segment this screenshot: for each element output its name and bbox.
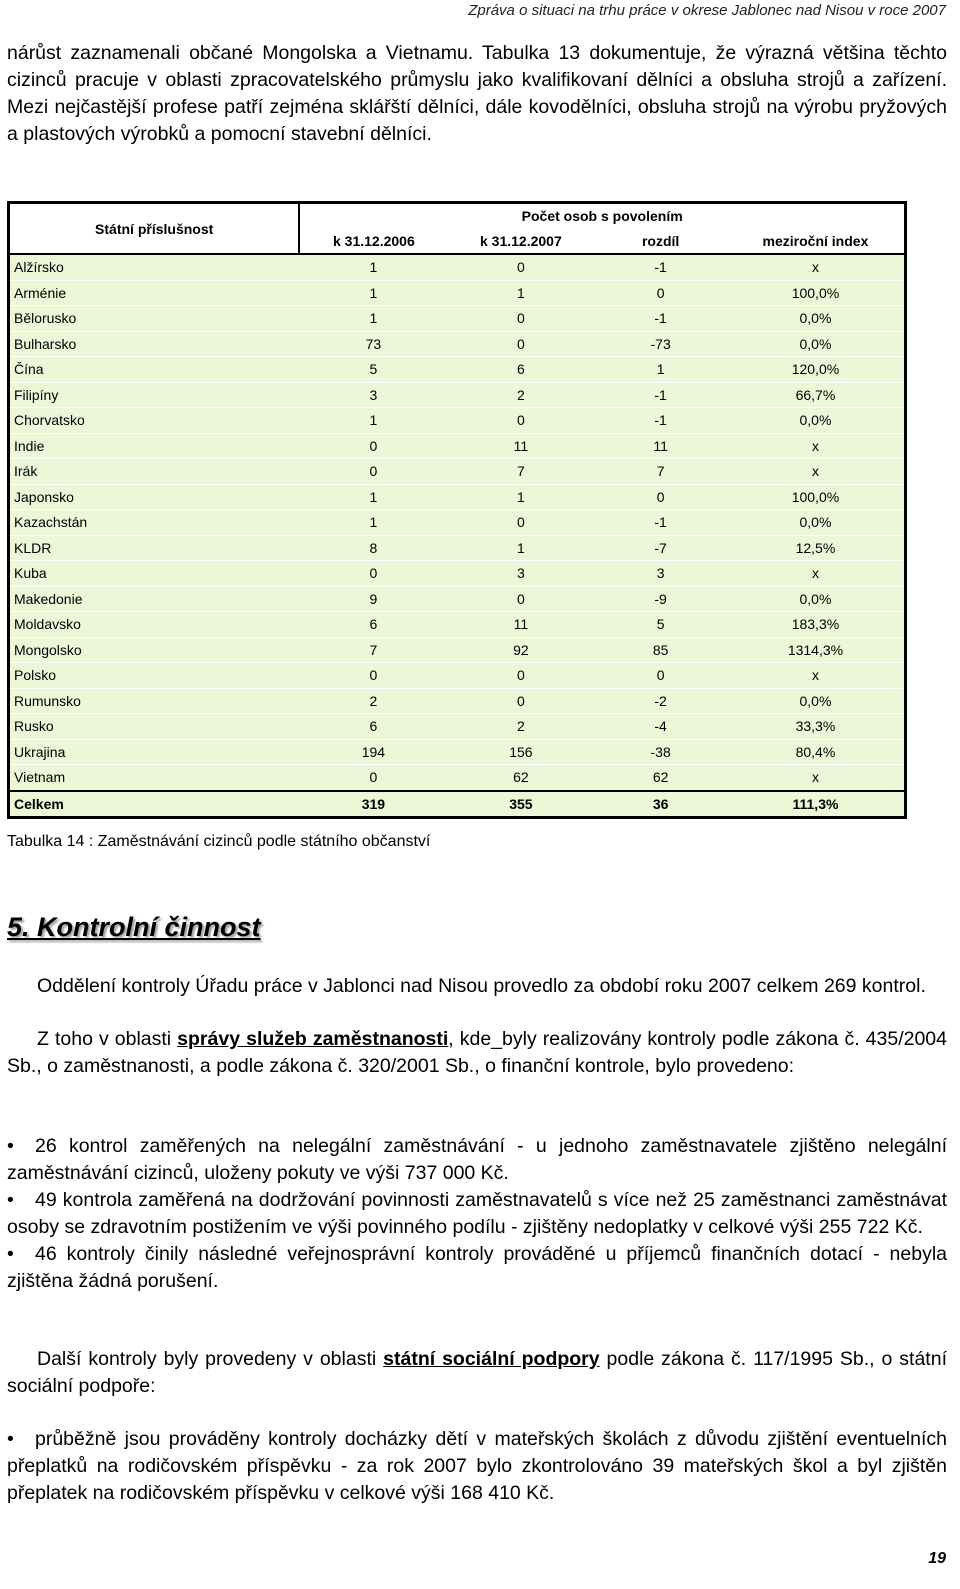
country-cell: Rusko [9,714,300,740]
count-2006-cell: 0 [299,663,447,689]
count-2006-cell: 0 [299,433,447,459]
count-2006-cell: 3 [299,382,447,408]
bullet-list-1 [7,1133,947,1295]
table-row [9,561,906,587]
difference-cell: 11 [594,433,727,459]
bullet-icon: • [7,1189,14,1211]
difference-cell: -2 [594,688,727,714]
country-cell: Bulharsko [9,331,300,357]
intro-paragraph: nárůst zaznamenali občané Mongolska a Vietnamu. Tabulka 13 dokumentuje, že výrazná většina těchto cizinců pracuje v oblasti zpracovatelského průmyslu jako kvalifikovaní dělníci a obsluha strojů a zařízení. Mezi nejčastější profese patří zejména sklářští dělníci, dále kovodělníci, obsluha strojů na výrobu pryžových a plastových výrobků a pomocní stavební dělníci. [7,42,947,145]
difference-cell: 85 [594,637,727,663]
index-cell: 80,4% [727,739,906,765]
index-cell: 0,0% [727,510,906,536]
country-cell: Kuba [9,561,300,587]
count-2006-cell: 1 [299,484,447,510]
country-cell: Arménie [9,280,300,306]
foreigners-table [7,201,907,819]
count-2007-cell: 0 [447,331,594,357]
table-row [9,586,906,612]
count-2007-cell: 0 [447,254,594,280]
count-2007-cell: 2 [447,382,594,408]
count-2007-cell: 11 [447,612,594,638]
col-index-header: meziroční index [727,229,906,255]
count-2006-cell: 8 [299,535,447,561]
index-cell: 66,7% [727,382,906,408]
col-2007-header: k 31.12.2007 [447,229,594,255]
page-number: 19 [928,1550,946,1567]
count-2007-cell: 1 [447,535,594,561]
table-row [9,306,906,332]
count-2006-cell: 6 [299,612,447,638]
country-cell: Mongolsko [9,637,300,663]
count-2006-cell: 73 [299,331,447,357]
difference-cell: 7 [594,459,727,485]
table-row [9,331,906,357]
difference-cell: -1 [594,408,727,434]
index-cell: x [727,254,906,280]
difference-cell: 0 [594,663,727,689]
total-2007-cell: 355 [447,791,594,818]
count-2006-cell: 9 [299,586,447,612]
count-2007-cell: 0 [447,306,594,332]
total-label-cell: Celkem [9,791,300,818]
count-2006-cell: 1 [299,306,447,332]
link-employment-services[interactable]: správy služeb zaměstnanosti [177,1028,449,1050]
count-2007-cell: 1 [447,484,594,510]
difference-cell: -38 [594,739,727,765]
country-cell: Čína [9,357,300,383]
table-row [9,408,906,434]
country-cell: Kazachstán [9,510,300,536]
table-row [9,280,906,306]
count-2006-cell: 5 [299,357,447,383]
section-title: 5. Kontrolní činnost [7,912,261,942]
index-cell: x [727,663,906,689]
index-cell: 0,0% [727,306,906,332]
bullet-icon: • [7,1135,14,1157]
count-2007-cell: 1 [447,280,594,306]
count-2006-cell: 6 [299,714,447,740]
paragraph-2 [7,1026,947,1080]
count-2006-cell: 0 [299,765,447,791]
count-2007-cell: 2 [447,714,594,740]
list-item: • průběžně jsou prováděny kontroly docházky dětí v mateřských školách z důvodu zjištění eventuelních přeplatků na rodičovském příspěvku - za rok 2007 bylo zkontrolováno 39 mateřských škol a byl zjištěn přeplatek na rodičovském příspěvku v celkové výši 168 410 Kč. [7,1428,947,1504]
link-state-social-support[interactable]: státní sociální podpory [383,1348,600,1370]
list-item: • 49 kontrola zaměřená na dodržování povinnosti zaměstnavatelů s více než 25 zaměstnanci zaměstnávat osoby se zdravotním postižením ve výši povinného podílu - zjištěny nedoplatky v celkové výši 255 722 Kč. [7,1189,947,1238]
paragraph-1: Oddělení kontroly Úřadu práce v Jablonci nad Nisou provedlo za období roku 2007 celkem 269 kontrol. [37,975,926,997]
table-row [9,637,906,663]
col-state-header: Státní příslušnost [9,203,300,255]
table-row [9,663,906,689]
count-2007-cell: 0 [447,586,594,612]
table-row [9,612,906,638]
country-cell: Moldavsko [9,612,300,638]
index-cell: 100,0% [727,280,906,306]
list-item: • 26 kontrol zaměřených na nelegální zaměstnávání - u jednoho zaměstnavatele zjištěno nelegální zaměstnávání cizinců, uloženy pokuty ve výši 737 000 Kč. [7,1135,947,1184]
paragraph-3-after: podle zákona č. 117/1995 Sb., o státní sociální podpoře: [7,1348,947,1397]
col-2006-header: k 31.12.2006 [299,229,447,255]
country-cell: Rumunsko [9,688,300,714]
index-cell: x [727,459,906,485]
country-cell: Alžírsko [9,254,300,280]
count-2006-cell: 0 [299,459,447,485]
count-2007-cell: 7 [447,459,594,485]
difference-cell: -9 [594,586,727,612]
count-2007-cell: 156 [447,739,594,765]
paragraph-2-after: , kde_byly realizovány kontroly podle zákona č. 435/2004 Sb., o zaměstnanosti, a podle zákona č. 320/2001 Sb., o finanční kontrole, bylo provedeno: [7,1028,947,1077]
difference-cell: -7 [594,535,727,561]
difference-cell: -1 [594,510,727,536]
country-cell: Japonsko [9,484,300,510]
total-2006-cell: 319 [299,791,447,818]
country-cell: Vietnam [9,765,300,791]
difference-cell: 62 [594,765,727,791]
table-row [9,510,906,536]
count-2007-cell: 92 [447,637,594,663]
index-cell: 100,0% [727,484,906,510]
country-cell: KLDR [9,535,300,561]
country-cell: Polsko [9,663,300,689]
bullet-list-2 [7,1426,947,1507]
difference-cell: -1 [594,382,727,408]
country-cell: Bělorusko [9,306,300,332]
difference-cell: 0 [594,280,727,306]
total-index-cell: 111,3% [727,791,906,818]
difference-cell: -73 [594,331,727,357]
difference-cell: 0 [594,484,727,510]
bullet-icon: • [7,1243,14,1265]
count-2007-cell: 0 [447,510,594,536]
count-2006-cell: 1 [299,510,447,536]
difference-cell: -4 [594,714,727,740]
index-cell: 1314,3% [727,637,906,663]
index-cell: 0,0% [727,408,906,434]
total-difference-cell: 36 [594,791,727,818]
difference-cell: -1 [594,306,727,332]
table-row [9,765,906,791]
count-2006-cell: 7 [299,637,447,663]
index-cell: 120,0% [727,357,906,383]
table-row [9,254,906,280]
difference-cell: -1 [594,254,727,280]
difference-cell: 5 [594,612,727,638]
country-cell: Chorvatsko [9,408,300,434]
count-2006-cell: 194 [299,739,447,765]
paragraph-3 [7,1346,947,1400]
page-header: Zpráva o situaci na trhu práce v okrese Jablonec nad Nisou v roce 2007 [468,2,946,19]
count-2007-cell: 0 [447,688,594,714]
count-2007-cell: 0 [447,408,594,434]
table-row [9,714,906,740]
country-cell: Ukrajina [9,739,300,765]
count-2007-cell: 0 [447,663,594,689]
count-2007-cell: 62 [447,765,594,791]
index-cell: 12,5% [727,535,906,561]
count-2006-cell: 1 [299,280,447,306]
country-cell: Indie [9,433,300,459]
count-2006-cell: 2 [299,688,447,714]
count-2006-cell: 1 [299,254,447,280]
table-row [9,433,906,459]
index-cell: x [727,765,906,791]
bullet-icon: • [7,1428,14,1450]
table-row [9,484,906,510]
table-row [9,357,906,383]
table-row [9,382,906,408]
count-2007-cell: 11 [447,433,594,459]
index-cell: 183,3% [727,612,906,638]
country-cell: Irák [9,459,300,485]
index-cell: 0,0% [727,331,906,357]
count-2007-cell: 3 [447,561,594,587]
index-cell: x [727,561,906,587]
list-item: • 46 kontroly činily následné veřejnosprávní kontroly prováděné u příjemců finančních dotací - nebyla zjištěna žádná porušení. [7,1243,947,1292]
index-cell: 0,0% [727,586,906,612]
paragraph-2-before: Z toho v oblasti [37,1028,178,1050]
table-caption: Tabulka 14 : Zaměstnávání cizinců podle státního občanství [7,833,431,850]
table-row [9,535,906,561]
count-2006-cell: 0 [299,561,447,587]
country-cell: Filipíny [9,382,300,408]
group-header: Počet osob s povolením [299,203,905,229]
table-row [9,459,906,485]
count-2006-cell: 1 [299,408,447,434]
difference-cell: 3 [594,561,727,587]
paragraph-3-before: Další kontroly byly provedeny v oblasti [37,1348,384,1370]
index-cell: 0,0% [727,688,906,714]
col-diff-header: rozdíl [594,229,727,255]
country-cell: Makedonie [9,586,300,612]
table-row [9,739,906,765]
index-cell: x [727,433,906,459]
total-row [9,791,906,818]
table-row [9,688,906,714]
difference-cell: 1 [594,357,727,383]
count-2007-cell: 6 [447,357,594,383]
index-cell: 33,3% [727,714,906,740]
